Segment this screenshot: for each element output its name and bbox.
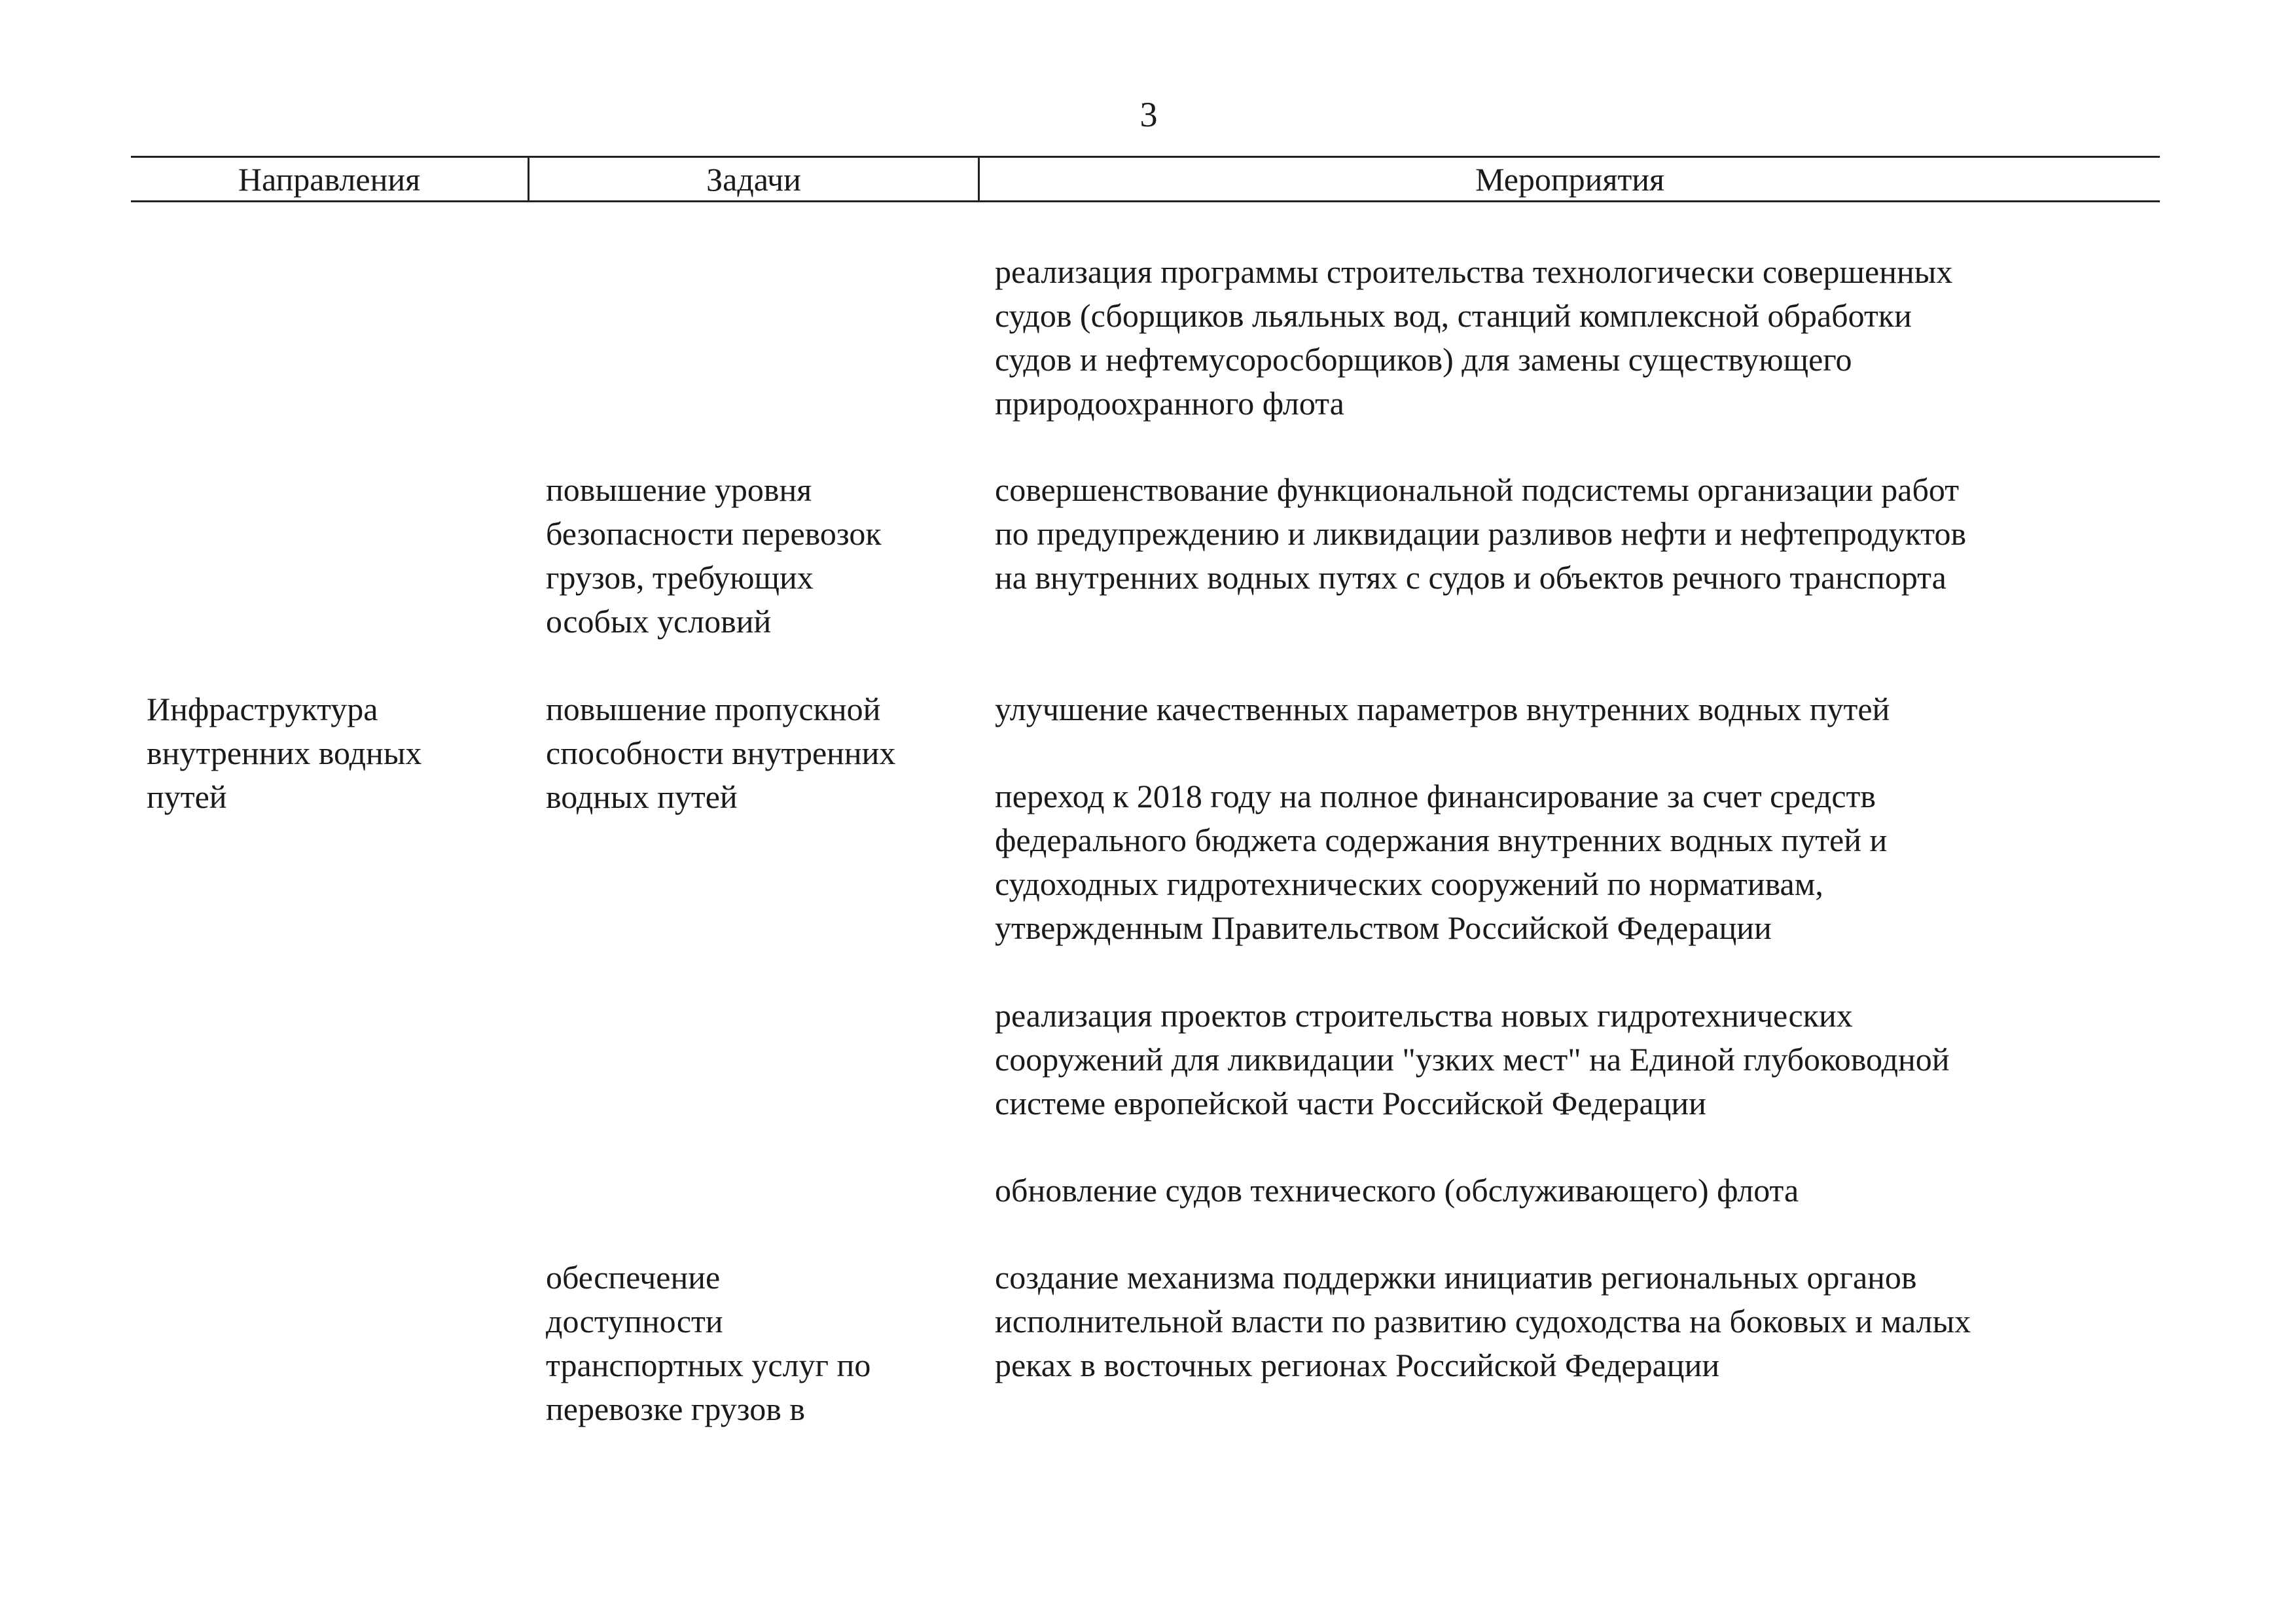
text-line: повышение пропускной xyxy=(546,691,881,727)
text-line: внутренних водных xyxy=(147,735,422,771)
text-line: повышение уровня xyxy=(546,471,812,508)
text-line: реках в восточных регионах Российской Федерации xyxy=(995,1347,1720,1383)
text-line: Инфраструктура xyxy=(147,691,378,727)
text-line: сооружений для ликвидации "узких мест" на Единой глубоководной xyxy=(995,1041,1950,1078)
text-line: транспортных услуг по xyxy=(546,1347,871,1383)
header-directions: Направления xyxy=(238,161,421,198)
table-header-bottom-rule xyxy=(131,200,2160,202)
task-cell xyxy=(546,1256,965,1431)
text-line: судоходных гидротехнических сооружений по нормативам, xyxy=(995,866,1823,902)
task-cell xyxy=(546,687,965,819)
measure-cell xyxy=(995,1256,2166,1387)
measure-cell xyxy=(995,687,2166,731)
text-line: безопасности перевозок xyxy=(546,515,882,552)
text-line: реализация программы строительства технологически совершенных xyxy=(995,253,1953,290)
text-line: судов (сборщиков льяльных вод, станций комплексной обработки xyxy=(995,297,1912,334)
task-cell xyxy=(546,468,965,644)
text-line: способности внутренних xyxy=(546,735,896,771)
text-line: переход к 2018 году на полное финансирование за счет средств xyxy=(995,778,1876,814)
text-line: утвержденным Правительством Российской Федерации xyxy=(995,909,1772,946)
measure-cell xyxy=(995,468,2166,600)
text-line: грузов, требующих xyxy=(546,559,814,596)
text-line: на внутренних водных путях с судов и объектов речного транспорта xyxy=(995,559,1946,596)
text-line: особых условий xyxy=(546,603,772,640)
text-line: обновление судов технического (обслуживающего) флота xyxy=(995,1172,1799,1209)
text-line: доступности xyxy=(546,1303,723,1340)
text-line: водных путей xyxy=(546,778,738,815)
text-line: улучшение качественных параметров внутренних водных путей xyxy=(995,691,1890,727)
text-line: создание механизма поддержки инициатив региональных органов xyxy=(995,1259,1917,1296)
text-line: обеспечение xyxy=(546,1259,721,1296)
text-line: путей xyxy=(147,778,227,815)
text-line: системе европейской части Российской Федерации xyxy=(995,1085,1706,1122)
text-line: федерального бюджета содержания внутренних водных путей и xyxy=(995,822,1888,858)
measure-cell xyxy=(995,250,2166,426)
text-line: по предупреждению и ликвидации разливов нефти и нефтепродуктов xyxy=(995,515,1967,552)
text-line: реализация проектов строительства новых гидротехнических xyxy=(995,997,1853,1034)
measure-cell xyxy=(995,994,2166,1125)
direction-cell xyxy=(147,687,520,819)
text-line: совершенствование функциональной подсистемы организации работ xyxy=(995,471,1960,508)
header-tasks: Задачи xyxy=(706,161,801,198)
measure-cell xyxy=(995,1169,2166,1213)
header-measures: Мероприятия xyxy=(1475,161,1665,198)
page-number: 3 xyxy=(1139,95,1158,134)
text-line: судов и нефтемусоросборщиков) для замены существующего xyxy=(995,341,1852,378)
text-line: природоохранного флота xyxy=(995,385,1344,422)
measure-cell xyxy=(995,775,2166,950)
table-header-top-rule xyxy=(131,156,2160,158)
text-line: перевозке грузов в xyxy=(546,1391,805,1427)
text-line: исполнительной власти по развитию судоходства на боковых и малых xyxy=(995,1303,1971,1340)
